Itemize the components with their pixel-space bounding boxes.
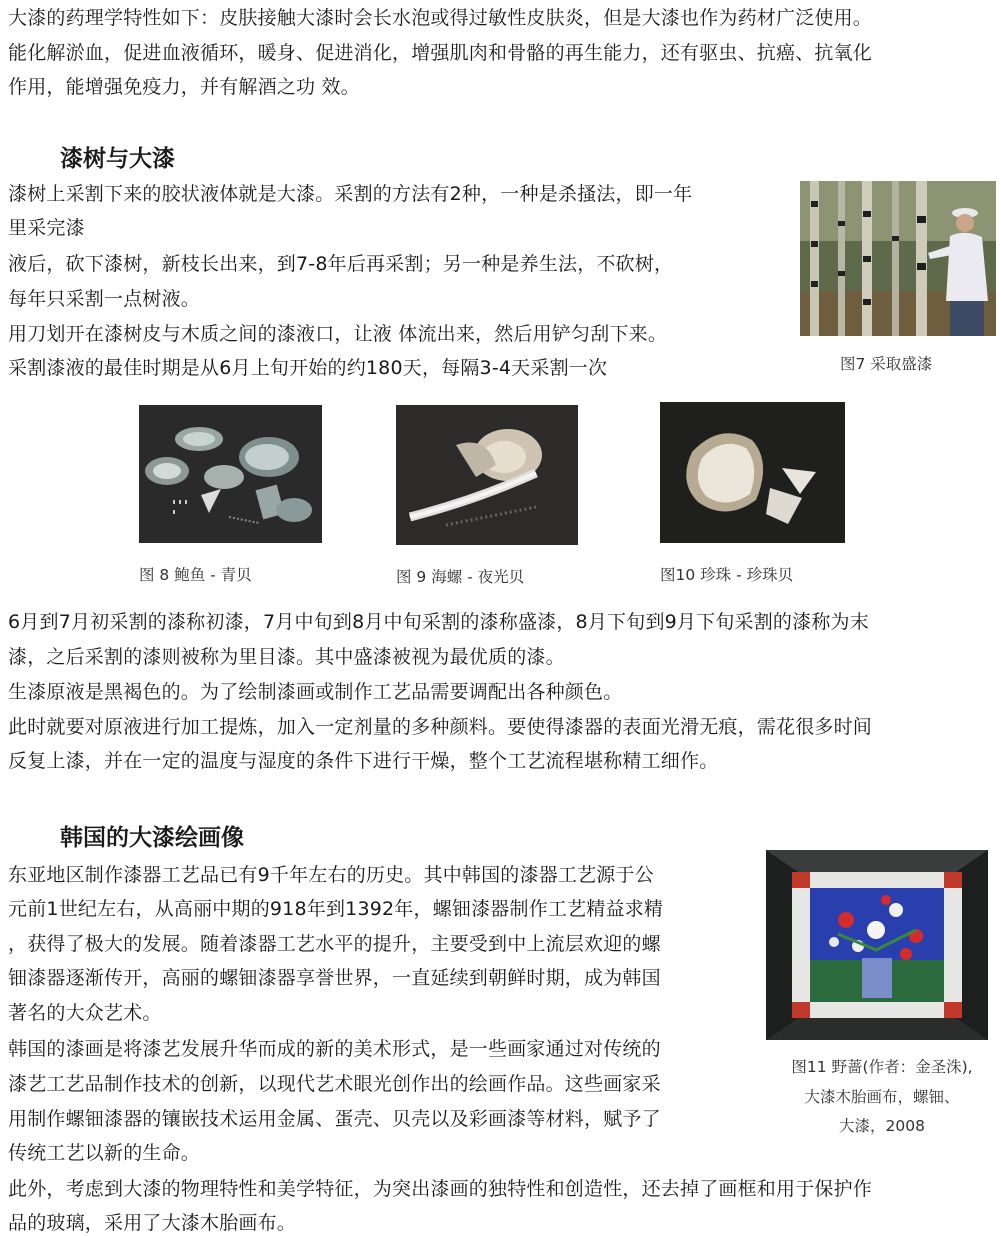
paragraph-line: 著名的大众艺术。 xyxy=(8,1002,162,1024)
paragraph-line: 元前1世纪左右，从高丽中期的918年到1392年，螺钿漆器制作工艺精益求精 xyxy=(8,898,664,920)
paragraph-line: 反复上漆，并在一定的温度与湿度的条件下进行干燥，整个工艺流程堪称精工细作。 xyxy=(8,750,719,772)
paragraph-line: ，获得了极大的发展。随着漆器工艺水平的提升，主要受到中上流层欢迎的螺 xyxy=(8,933,661,955)
paragraph-line: 用刀划开在漆树皮与木质之间的漆液口，让液 体流出来，然后用铲匀刮下来。 xyxy=(8,323,668,345)
paragraph-line: 采割漆液的最佳时期是从6月上旬开始的约180天，每隔3-4天采割一次 xyxy=(8,357,608,379)
figure7-photo xyxy=(800,181,996,336)
paragraph-line: 品的玻璃，采用了大漆木胎画布。 xyxy=(8,1212,297,1234)
intro-line-3: 作用，能增强免疫力，并有解酒之功 效。 xyxy=(8,76,360,98)
paragraph-line: 韩国的漆画是将漆艺发展升华而成的新的美术形式，是一些画家通过对传统的 xyxy=(8,1038,661,1060)
paragraph-line: 6月到7月初采割的漆称初漆，7月中旬到8月中旬采割的漆称盛漆，8月下旬到9月下旬采割的漆称为末 xyxy=(8,611,869,633)
section-heading-lacquer-tree: 漆树与大漆 xyxy=(60,146,175,172)
intro-line-2: 能化解淤血，促进血液循环，暖身、促进消化，增强肌肉和骨骼的再生能力，还有驱虫、抗癌、抗氧化 xyxy=(8,42,873,64)
paragraph-line: 钿漆器逐渐传开，高丽的螺钿漆器享誉世界，一直延续到朝鲜时期，成为韩国 xyxy=(8,967,661,989)
intro-line-1: 大漆的药理学特性如下：皮肤接触大漆时会长水泡或得过敏性皮肤炎，但是大漆也作为药材广泛使用。 xyxy=(8,7,873,29)
paragraph-line: 用制作螺钿漆器的镶嵌技术运用金属、蛋壳、贝壳以及彩画漆等材料，赋予了 xyxy=(8,1108,661,1130)
figure8-caption: 图 8 鲍鱼 - 青贝 xyxy=(139,566,252,584)
paragraph-line: 传统工艺以新的生命。 xyxy=(8,1142,201,1164)
figure11-photo xyxy=(766,850,988,1040)
paragraph-line: 东亚地区制作漆器工艺品已有9千年左右的历史。其中韩国的漆器工艺源于公 xyxy=(8,864,654,886)
paragraph-line: 此时就要对原液进行加工提炼，加入一定剂量的多种颜料。要使得漆器的表面光滑无痕，需花很多时间 xyxy=(8,716,873,738)
figure11-caption-line-2: 大漆木胎画布，螺钿、 xyxy=(804,1088,960,1106)
figure9-caption: 图 9 海螺 - 夜光贝 xyxy=(396,568,525,586)
figure9-photo xyxy=(396,405,578,545)
figure10-caption: 图10 珍珠 - 珍珠贝 xyxy=(660,566,794,584)
figure7-caption: 图7 采取盛漆 xyxy=(840,355,933,373)
paragraph-line: 漆树上采割下来的胶状液体就是大漆。采割的方法有2种，一种是杀搔法，即一年 xyxy=(8,183,693,205)
paragraph-line: 此外，考虑到大漆的物理特性和美学特征，为突出漆画的独特性和创造性，还去掉了画框和用于保护作 xyxy=(8,1178,873,1200)
figure8-photo xyxy=(139,405,322,543)
paragraph-line: 里采完漆 xyxy=(8,217,85,239)
paragraph-line: 每年只采割一点树液。 xyxy=(8,288,201,310)
figure10-photo xyxy=(660,402,845,543)
paragraph-line: 漆艺工艺品制作技术的创新，以现代艺术眼光创作出的绘画作品。这些画家采 xyxy=(8,1073,661,1095)
paragraph-line: 液后，砍下漆树，新枝长出来，到7-8年后再采割；另一种是养生法，不砍树， xyxy=(8,253,674,275)
figure11-caption-line-1: 图11 野蔷(作者：金圣洙), xyxy=(791,1058,973,1076)
paragraph-line: 漆，之后采割的漆则被称为里目漆。其中盛漆被视为最优质的漆。 xyxy=(8,646,565,668)
section-heading-korean-lacquer-painting: 韩国的大漆绘画像 xyxy=(60,825,244,851)
figure11-caption-line-3: 大漆，2008 xyxy=(839,1117,925,1135)
paragraph-line: 生漆原液是黑褐色的。为了绘制漆画或制作工艺品需要调配出各种颜色。 xyxy=(8,681,623,703)
